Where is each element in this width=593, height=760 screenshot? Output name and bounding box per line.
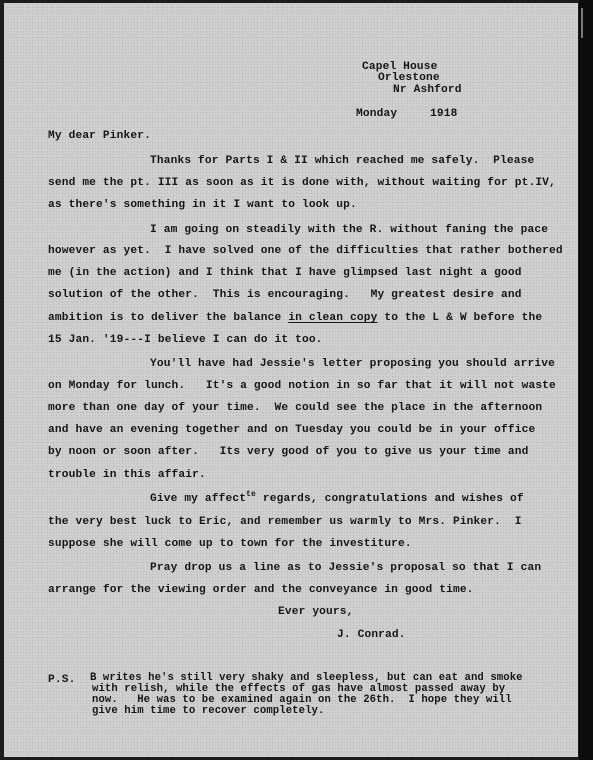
para2-line-5-before: ambition is to deliver the balance — [48, 312, 289, 324]
letter-page — [4, 3, 578, 757]
para5-line-2: arrange for the viewing order and the conveyance in good time. — [48, 584, 474, 596]
date-year: 1918 — [430, 108, 458, 120]
scan-edge-mark — [581, 8, 591, 38]
para3-line-2: on Monday for lunch. It's a good notion in so far that it will not waste — [48, 380, 556, 392]
signature: J. Conrad. — [337, 629, 406, 641]
para4-line-3: suppose she will come up to town for the investiture. — [48, 538, 412, 550]
address-line-2: Orlestone — [378, 72, 440, 84]
para3-line-3: more than one day of your time. We could see the place in the afternoon — [48, 402, 543, 414]
superscript: te — [246, 490, 256, 499]
closing: Ever yours, — [278, 606, 354, 618]
para2-line-1: I am going on steadily with the R. without faning the pace — [150, 224, 549, 236]
para3-line-4: and have an evening together and on Tuesday you could be in your office — [48, 424, 536, 436]
para1-line-1: Thanks for Parts I & II which reached me safely. Please — [150, 155, 535, 167]
para4-line-1-before: Give my affect — [150, 493, 247, 505]
para4-line-1-after: regards, congratulations and wishes of — [256, 493, 524, 505]
address-line-1: Capel House — [362, 61, 438, 73]
underlined-phrase: in clean copy — [288, 312, 378, 324]
ps-label: P.S. — [48, 674, 76, 686]
para3-line-5: by noon or soon after. Its very good of you to give us your time and — [48, 446, 529, 458]
ps-line-1: B writes he's still very shaky and sleepless, but can eat and smoke — [90, 672, 523, 684]
para1-line-3: as there's something in it I want to look up. — [48, 199, 357, 211]
para2-line-5 — [48, 311, 542, 325]
para3-line-6: trouble in this affair. — [48, 469, 206, 481]
para4-line-1 — [150, 492, 524, 507]
para2-line-6: 15 Jan. '19---I believe I can do it too. — [48, 334, 323, 346]
ps-line-3: now. He was to be examined again on the 26th. I hope they will — [92, 694, 512, 706]
ps-line-2: with relish, while the effects of gas have almost passed away by — [92, 683, 506, 695]
salutation: My dear Pinker. — [48, 130, 151, 142]
address-line-3: Nr Ashford — [393, 84, 462, 96]
date-day: Monday — [356, 108, 398, 120]
para3-line-1: You'll have had Jessie's letter proposing you should arrive — [150, 358, 555, 370]
para1-line-2: send me the pt. III as soon as it is done with, without waiting for pt.IV, — [48, 177, 556, 189]
para2-line-2: however as yet. I have solved one of the difficulties that rather bothered — [48, 245, 563, 257]
para5-line-1: Pray drop us a line as to Jessie's proposal so that I can — [150, 562, 542, 574]
scan-edge — [579, 0, 593, 760]
ps-line-4: give him time to recover completely. — [92, 705, 325, 717]
para4-line-2: the very best luck to Eric, and remember us warmly to Mrs. Pinker. I — [48, 516, 522, 528]
para2-line-3: me (in the action) and I think that I have glimpsed last night a good — [48, 267, 522, 279]
para2-line-5-after: to the L & W before the — [377, 312, 543, 324]
para2-line-4: solution of the other. This is encouraging. My greatest desire and — [48, 289, 522, 301]
